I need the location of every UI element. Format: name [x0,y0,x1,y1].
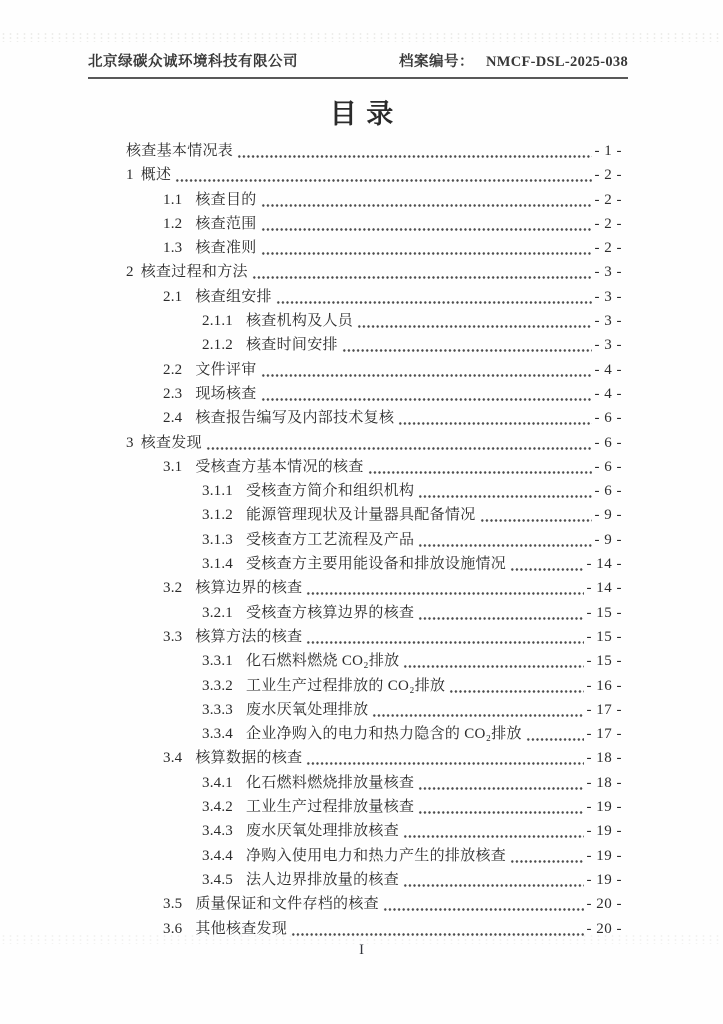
toc-entry-number: 3.3.3 [202,701,233,718]
toc-entry-number: 2.2 [163,361,183,378]
archive-number-value: NMCF-DSL-2025-038 [485,54,628,70]
toc-leader-dots [510,844,583,868]
toc-entry-page: - 6 - [594,410,622,427]
toc-entry-label: 核查过程和方法 [140,264,248,281]
toc-leader-dots [261,358,592,382]
toc-entry[interactable] [100,722,622,746]
toc-entry-page: - 19 - [586,871,622,888]
archive-number-group [399,50,628,71]
toc-entry-page: - 14 - [586,556,622,573]
toc-entry-number: 2.1.1 [202,313,233,330]
toc-leader-dots [261,236,592,260]
toc-entry[interactable] [100,674,622,698]
toc-entry-label: 概述 [140,167,172,184]
toc-entry-label: 受核查方简介和组织机构 [246,483,415,500]
toc-entry[interactable] [100,868,622,892]
toc-entry-label: 化石燃料燃烧 CO₂排放 [246,653,400,670]
toc-entry-number: 3.4.2 [202,799,233,816]
toc-leader-dots [526,722,584,746]
toc-entry[interactable] [100,795,622,819]
toc-entry-number: 3.3.4 [202,726,233,743]
toc-entry-label: 质量保证和文件存档的核查 [195,896,379,913]
toc-entry[interactable] [100,431,622,455]
toc-entry-page: - 15 - [586,604,622,621]
toc-entry-label: 企业净购入的电力和热力隐含的 CO₂排放 [246,726,522,743]
toc-entry-number: 3.1.3 [202,531,233,548]
toc-entry-page: - 6 - [594,483,622,500]
toc-entry-number: 3.6 [163,920,183,937]
toc-entry[interactable] [100,552,622,576]
toc-leader-dots [291,917,583,941]
toc-entry[interactable] [100,819,622,843]
toc-entry-label: 核查报告编写及内部技术复核 [195,410,395,427]
toc-entry[interactable] [100,844,622,868]
toc-leader-dots [252,260,592,284]
page-title: 目录 [329,99,403,129]
toc-leader-dots [368,455,592,479]
toc-leader-dots [306,576,583,600]
toc-entry-label: 废水厌氧处理排放核查 [246,823,400,840]
toc-entry-number: 2 [126,264,134,281]
company-name: 北京绿碳众诚环境科技有限公司 [88,54,298,70]
toc-leader-dots [418,528,591,552]
toc-entry-number: 3.1.2 [202,507,233,524]
toc-entry[interactable] [100,503,622,527]
toc-entry-label: 核查目的 [195,191,257,208]
toc-entry[interactable] [100,236,622,260]
toc-leader-dots [398,406,591,430]
toc-leader-dots [306,625,583,649]
toc-leader-dots [261,212,592,236]
toc-entry-label: 受核查方工艺流程及产品 [246,531,415,548]
toc-leader-dots [418,601,583,625]
toc-entry-label: 核查时间安排 [246,337,338,354]
toc-entry-page: - 17 - [586,726,622,743]
toc-leader-dots [403,649,583,673]
toc-entry-page: - 9 - [594,507,622,524]
toc-entry[interactable] [100,333,622,357]
toc-list [100,139,622,941]
toc-entry-page: - 17 - [586,701,622,718]
toc-entry-page: - 3 - [594,264,622,281]
toc-entry-number: 2.4 [163,410,183,427]
toc-entry-page: - 16 - [586,677,622,694]
toc-entry-label: 工业生产过程排放的 CO₂排放 [246,677,446,694]
toc-entry-page: - 15 - [586,653,622,670]
toc-entry[interactable] [100,746,622,770]
toc-entry[interactable] [100,649,622,673]
toc-entry-page: - 6 - [594,458,622,475]
toc-entry-label: 现场核查 [195,385,257,402]
toc-entry-label: 废水厌氧处理排放 [246,701,369,718]
toc-leader-dots [261,188,592,212]
toc-leader-dots [237,139,591,163]
toc-entry-page: - 3 - [594,288,622,305]
toc-entry[interactable] [100,163,622,187]
toc-entry[interactable] [100,528,622,552]
toc-entry-label: 核查准则 [195,240,257,257]
toc-entry-page: - 9 - [594,531,622,548]
toc-entry-label: 核查机构及人员 [246,313,354,330]
toc-entry-label: 受核查方核算边界的核查 [246,604,415,621]
toc-entry-number: 1.3 [163,240,183,257]
toc-leader-dots [342,333,592,357]
toc-entry[interactable] [100,309,622,333]
toc-leader-dots [306,746,583,770]
toc-entry-page: - 3 - [594,337,622,354]
toc-entry-label: 其他核查发现 [195,920,288,937]
toc-entry-page: - 4 - [594,385,622,402]
toc-entry-number: 3 [126,434,134,451]
archive-number-label: 档案编号： [398,54,474,70]
toc-entry-page: - 4 - [594,361,622,378]
toc-entry-number: 3.4.3 [202,823,233,840]
toc-entry[interactable] [100,139,622,163]
toc-entry-number: 3.4.4 [202,847,233,864]
toc-entry-number: 3.4.1 [202,774,233,791]
toc-entry[interactable] [100,625,622,649]
toc-entry[interactable] [100,455,622,479]
toc-entry[interactable] [100,892,622,916]
toc-entry-label: 净购入使用电力和热力产生的排放核查 [246,847,507,864]
toc-leader-dots [418,479,591,503]
toc-leader-dots [418,771,583,795]
toc-entry-page: - 2 - [594,240,622,257]
toc-entry-number: 3.1.4 [202,556,233,573]
toc-entry[interactable] [100,601,622,625]
toc-entry-number: 2.1 [163,288,183,305]
toc-entry[interactable] [100,212,622,236]
toc-entry-page: - 2 - [594,215,622,232]
toc-entry-label: 核查范围 [195,215,257,232]
toc-entry[interactable] [100,698,622,722]
toc-entry-page: - 18 - [586,774,622,791]
toc-entry[interactable] [100,771,622,795]
toc-entry-number: 1.2 [163,215,183,232]
toc-leader-dots [449,674,583,698]
toc-entry-page: - 20 - [586,896,622,913]
toc-entry-number: 2.3 [163,385,183,402]
page-header [88,50,628,79]
toc-leader-dots [418,795,583,819]
toc-entry-number: 3.3.1 [202,653,233,670]
toc-entry-label: 核查发现 [140,434,202,451]
toc-leader-dots [372,698,583,722]
toc-entry-label: 工业生产过程排放量核查 [246,799,415,816]
toc-leader-dots [510,552,583,576]
toc-leader-dots [357,309,591,333]
toc-entry-number: 3.3 [163,628,183,645]
toc-entry[interactable] [100,285,622,309]
toc-entry-number: 2.1.2 [202,337,233,354]
toc-entry-number: 3.2.1 [202,604,233,621]
toc-entry-number: 1.1 [163,191,183,208]
toc-entry-number: 1 [126,167,134,184]
toc-entry-page: - 19 - [586,823,622,840]
toc-entry-page: - 14 - [586,580,622,597]
toc-leader-dots [403,819,583,843]
toc-entry-label: 核查基本情况表 [126,143,234,159]
toc-entry[interactable] [100,917,622,941]
toc-entry[interactable] [100,358,622,382]
toc-entry-page: - 19 - [586,799,622,816]
toc-entry-page: - 2 - [594,167,622,184]
scan-noise-band [0,32,723,42]
toc-entry-page: - 6 - [594,434,622,451]
toc-entry-label: 核算方法的核查 [195,628,303,645]
toc-entry-label: 受核查方基本情况的核查 [195,458,364,475]
toc-entry-number: 3.2 [163,580,183,597]
toc-leader-dots [276,285,592,309]
toc-entry-label: 核算边界的核查 [195,580,303,597]
toc-entry-label: 受核查方主要用能设备和排放设施情况 [246,556,507,573]
toc-entry-page: - 20 - [586,920,622,937]
toc-entry-page: - 15 - [586,628,622,645]
toc-leader-dots [206,431,592,455]
toc-entry[interactable] [100,260,622,284]
toc-entry-page: - 18 - [586,750,622,767]
toc-entry[interactable] [100,188,622,212]
toc-entry-number: 3.4 [163,750,183,767]
toc-entry-page: - 19 - [586,847,622,864]
toc-entry-number: 3.3.2 [202,677,233,694]
toc-entry-page: - 2 - [594,191,622,208]
toc-leader-dots [261,382,592,406]
toc-entry[interactable] [100,479,622,503]
toc-entry-label: 法人边界排放量的核查 [246,871,400,888]
toc-leader-dots [175,163,591,187]
toc-entry-label: 文件评审 [195,361,257,378]
toc-entry-number: 3.5 [163,896,183,913]
footer-page-number: I [359,942,364,958]
toc-entry-page: - 3 - [594,313,622,330]
toc-entry[interactable] [100,576,622,600]
toc-entry[interactable] [100,382,622,406]
toc-entry-label: 化石燃料燃烧排放量核查 [246,774,415,791]
toc-leader-dots [403,868,583,892]
toc-entry-page: - 1 - [594,143,622,159]
toc-leader-dots [480,503,592,527]
toc-entry-number: 3.4.5 [202,871,233,888]
toc-entry-label: 能源管理现状及计量器具配备情况 [246,507,476,524]
toc-leader-dots [383,892,584,916]
toc-entry-label: 核算数据的核查 [195,750,303,767]
toc-entry-number: 3.1 [163,458,183,475]
toc-entry-number: 3.1.1 [202,483,233,500]
toc-entry[interactable] [100,406,622,430]
toc-entry-label: 核查组安排 [195,288,272,305]
